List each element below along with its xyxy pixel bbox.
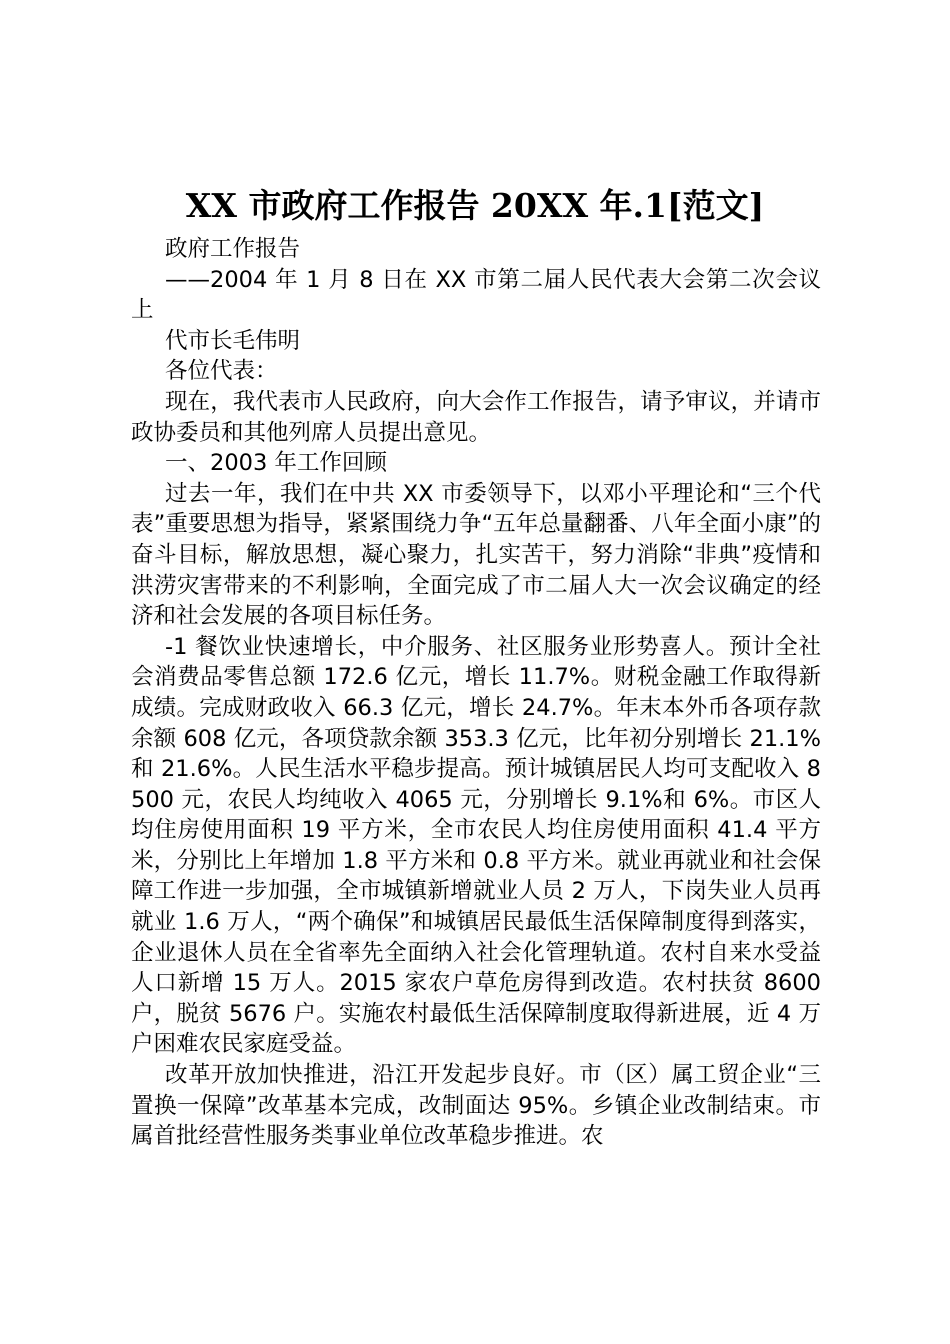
- document-body: [131, 234, 821, 1152]
- paragraph-speaker: 代市长毛伟明: [165, 327, 301, 354]
- paragraph-intro: 现在，我代表市人民政府，向大会作工作报告，请予审议，并请市政协委员和其他列席人员提出意见。: [131, 388, 821, 446]
- document-title: XX 市政府工作报告 20XX 年.1[范文]: [185, 186, 765, 225]
- paragraph-review-summary: 过去一年，我们在中共 XX 市委领导下，以邓小平理论和“三个代表”重要思想为指导，紧紧围绕力争“五年总量翻番、八年全面小康”的奋斗目标，解放思想，凝心聚力，扎实苦干，努力消除“非典”疫情和洪涝灾害带来的不利影响，全面完成了市二届人大一次会议确定的经济和社会发展的各项目标任务。: [131, 480, 821, 630]
- paragraph-meeting-subtitle: ——2004 年 1 月 8 日在 XX 市第二届人民代表大会第二次会议上: [131, 266, 821, 324]
- paragraph-statistics: -1 餐饮业快速增长，中介服务、社区服务业形势喜人。预计全社会消费品零售总额 172.6 亿元，增长 11.7%。财税金融工作取得新成绩。完成财政收入 66.3 亿元，增长 24.7%。年末本外币各项存款余额 608 亿元，各项贷款余额 353.3 亿元，比年初分别增长 21.1%和 21.6%。人民生活水平稳步提高。预计城镇居民人均可支配收入 8500 元，农民人均纯收入 4065 元，分别增长 9.1%和 6%。市区人均住房使用面积 19 平方米，全市农民人均住房使用面积 41.4 平方米，分别比上年增加 1.8 平方米和 0.8 平方米。就业再就业和社会保障工作进一步加强，全市城镇新增就业人员 2 万人，下岗失业人员再就业 1.6 万人，“两个确保”和城镇居民最低生活保障制度得到落实，企业退休人员在全省率先全面纳入社会化管理轨道。农村自来水受益人口新增 15 万人。2015 家农户草危房得到改造。农村扶贫 8600 户，脱贫 5676 户。实施农村最低生活保障制度取得新进展，近 4 万户困难农民家庭受益。: [131, 633, 821, 1058]
- paragraph-salutation: 各位代表：: [165, 358, 278, 385]
- paragraph-heading-label: 政府工作报告: [165, 236, 301, 262]
- section-heading: 一、2003 年工作回顾: [165, 450, 387, 477]
- paragraph-reform: 改革开放加快推进，沿江开发起步良好。市（区）属工贸企业“三置换一保障”改革基本完成，改制面达 95%。乡镇企业改制结束。市属首批经营性服务类事业单位改革稳步推进。农: [131, 1062, 821, 1150]
